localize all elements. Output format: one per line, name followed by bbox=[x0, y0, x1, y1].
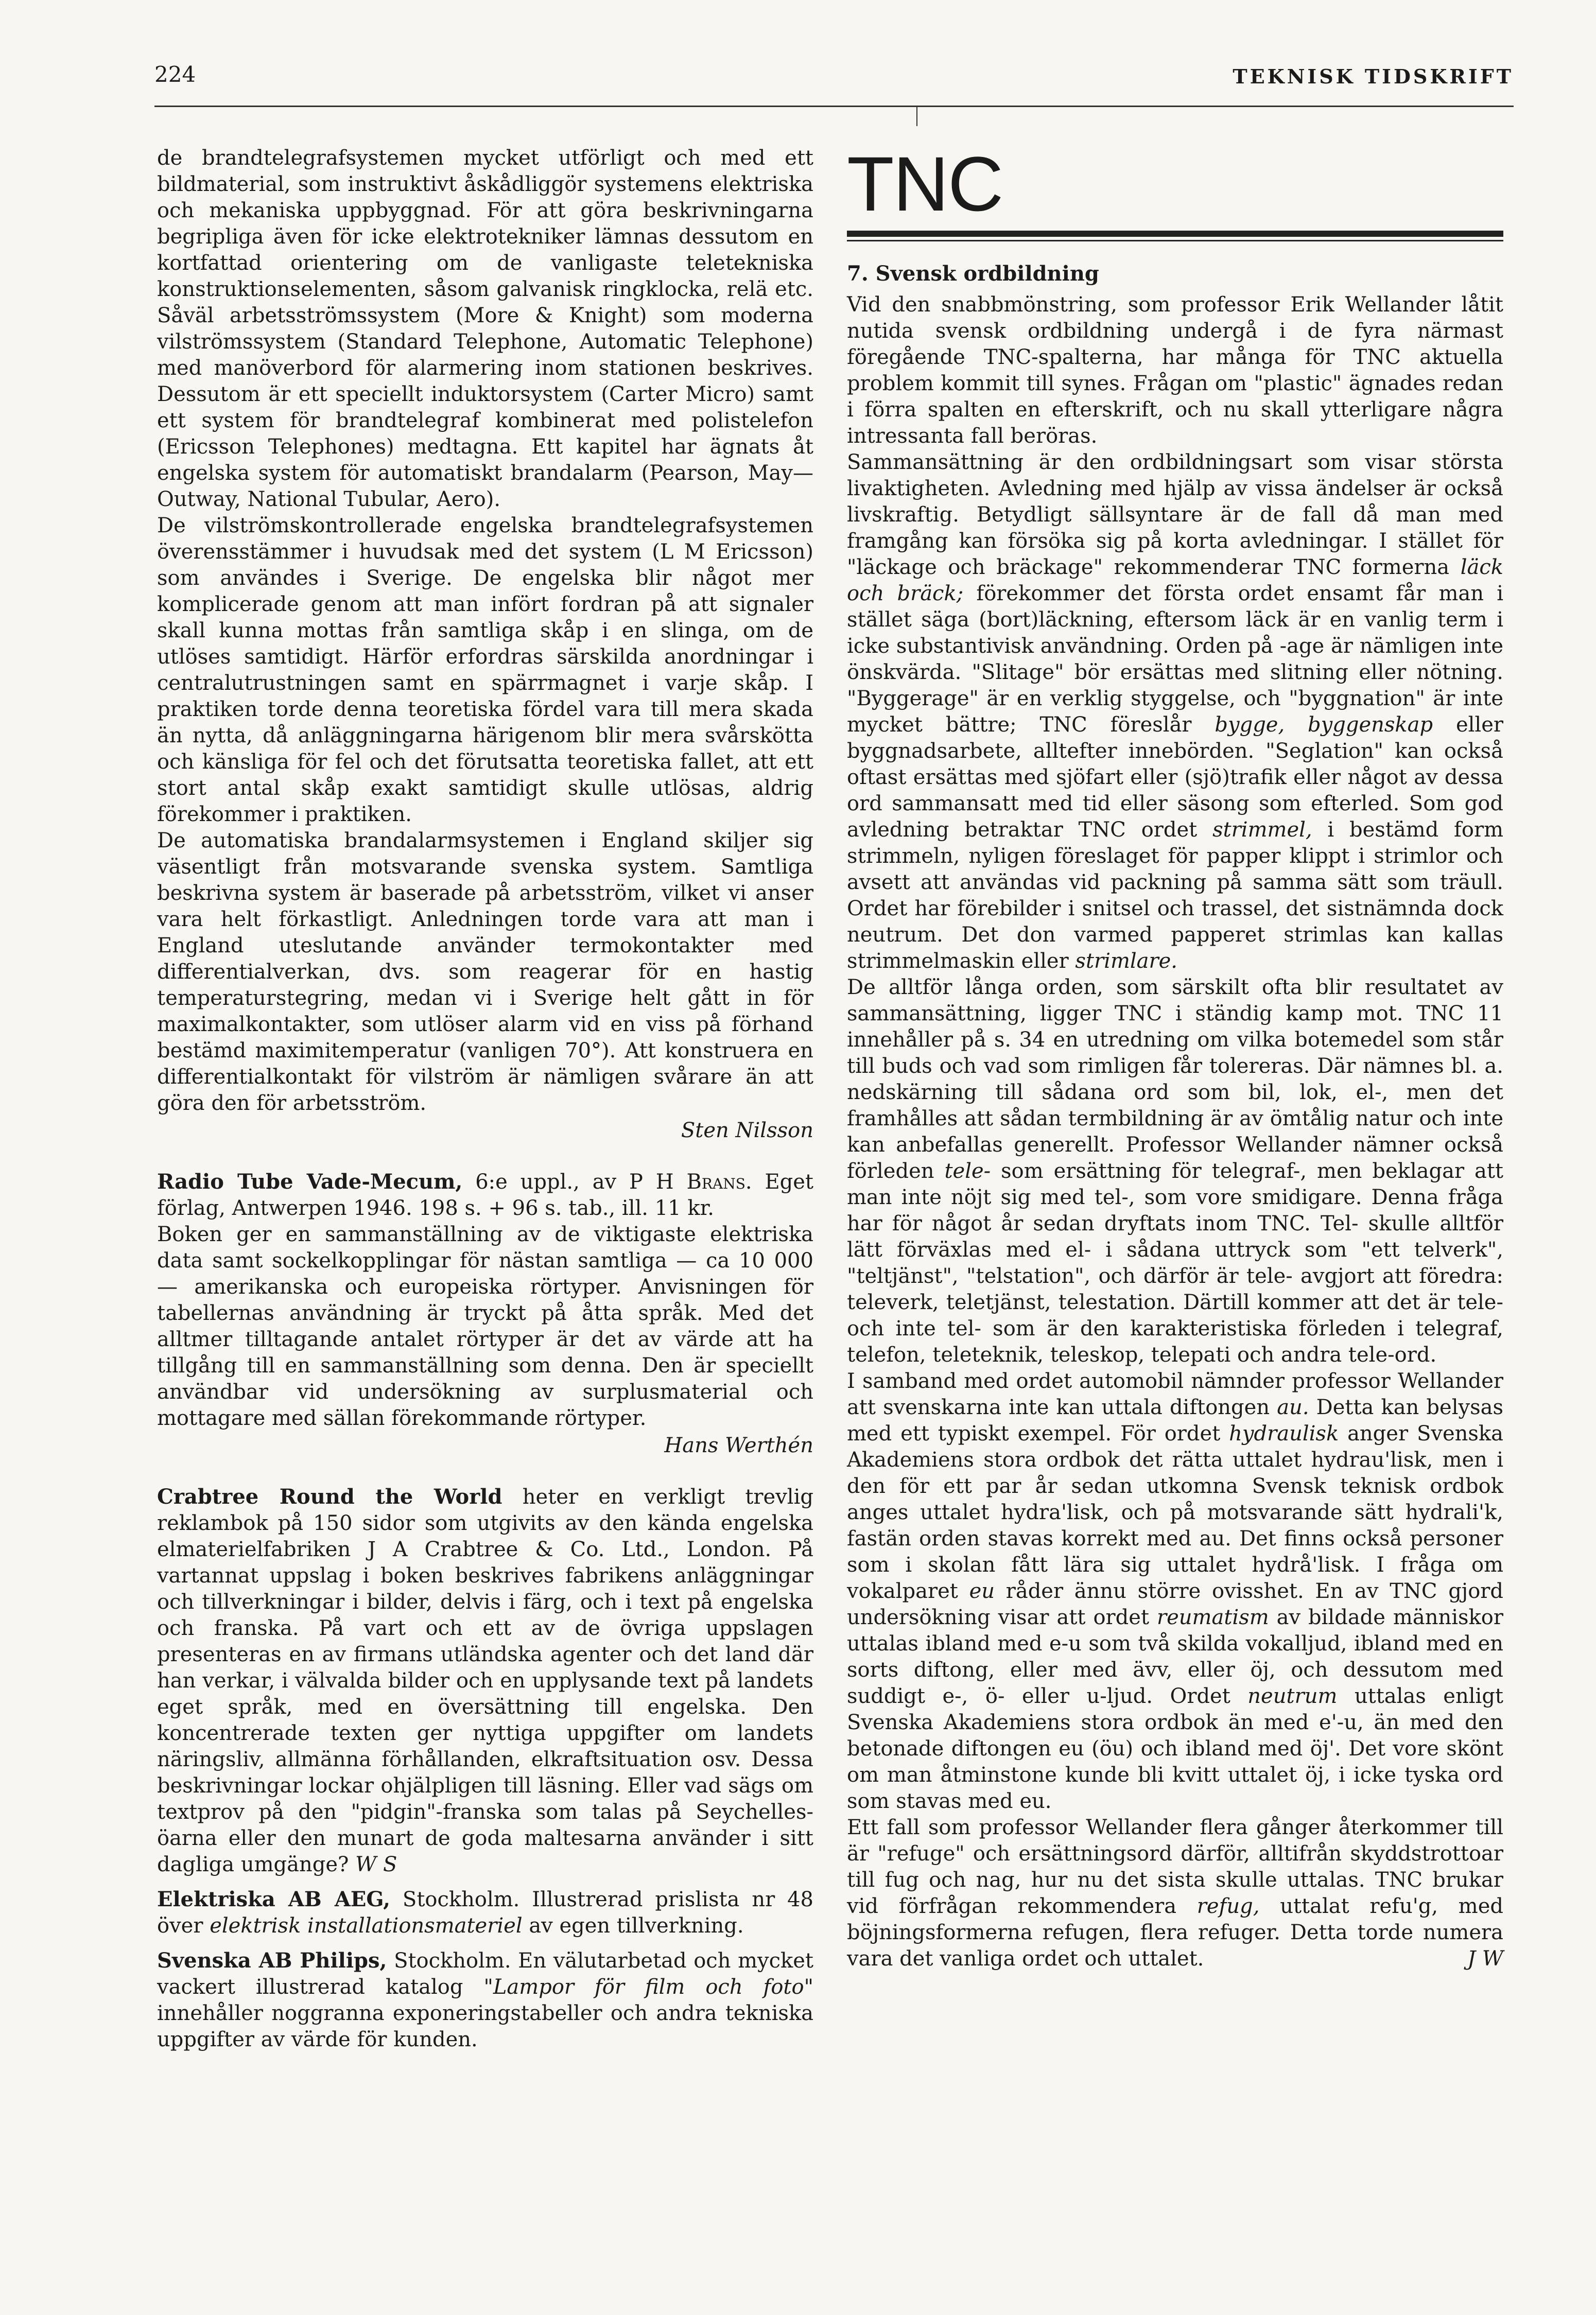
tnc-signature: J W bbox=[1467, 1947, 1503, 1971]
p4-em-5: neutrum bbox=[1247, 1684, 1338, 1708]
p2-em-1: läck och bräck; bbox=[847, 555, 1503, 605]
left-column bbox=[157, 145, 813, 2053]
p2-text-d: i bestämd form strimmeln, nyligen föreslaget för papper klippt i strimlor och avsett att användas vid packning på samma sätt som träull. Ordet har förebilder i snitsel och trassel, det sistnämnda dock neutrum. Det don varmed papperet strimlas kan kallas strimmelmaskin eller bbox=[847, 818, 1503, 973]
review4-text-a: Stockholm. Illustrerad prislista nr 48 över bbox=[157, 1888, 813, 1938]
review2-signature: Hans Werthén bbox=[664, 1434, 813, 1457]
review4-text-b: av egen tillverkning. bbox=[522, 1914, 744, 1938]
section-title: 7. Svensk ordbildning bbox=[847, 262, 1099, 286]
p4-em-1: au. bbox=[1277, 1396, 1309, 1419]
p5-em: refug, bbox=[1196, 1894, 1260, 1918]
p3-text-a: De alltför långa orden, som särskilt ofta blir resultatet av sammansättning, ligger TNC i ständig kamp mot. TNC 11 innehåller på s. 34 en utredning om vilka botemedel som står till buds och vad som rimligen får tolereras. Där nämnes bl. a. nedskärning till sådana ord som bil, lok, el-, men det framhålles att sådan termbildning är av ömtålig natur och inte kan anbefallas generellt. Professor Wellander nämner också förleden bbox=[847, 976, 1503, 1183]
review2-info-a: 6:e uppl., av P H bbox=[462, 1170, 687, 1194]
review2-author: Brans bbox=[686, 1170, 745, 1194]
p2-em-2: bygge, byggenskap bbox=[1215, 713, 1433, 737]
p3-em-1: tele- bbox=[944, 1159, 991, 1183]
tnc-thin-rule bbox=[847, 240, 1503, 241]
p4-em-4: reumatism bbox=[1157, 1606, 1269, 1629]
p4-text-a: I samband med ordet automobil nämnder professor Wellander att svenskarna inte kan uttala diftongen bbox=[847, 1369, 1503, 1419]
column-divider bbox=[916, 106, 917, 126]
review1-signature: Sten Nilsson bbox=[681, 1119, 813, 1142]
review4-em: elektrisk installationsmateriel bbox=[210, 1914, 523, 1938]
review5-text-a: Stockholm. En välutarbetad och mycket vackert illustrerad katalog bbox=[157, 1949, 813, 1999]
p2-em-4: strimlare. bbox=[1075, 949, 1178, 973]
review5-text-b: innehåller noggranna exponeringstabeller och andra tekniska uppgifter av värde för kunden. bbox=[157, 2001, 813, 2051]
p4-text-b: Detta kan belysas med ett typiskt exempel. För ordet bbox=[847, 1396, 1503, 1446]
p3-text-b: som ersättning för telegraf-, men beklagar att man inte nöjt sig med tel-, som vore smidigare. Denna fråga har för något år sedan dryftats inom TNC. Tel- skulle alltför lätt förväxlas med el- i sådana uttryck som "ett telverk", "teltjänst", "telstation", och därför är tele- avgjort att föredra: televerk, teletjänst, telestation. Därtill kommer att det är tele- och inte tel- som är den karakteristiska förleden i telegraf, telefon, teleteknik, teleskop, telepati och andra tele-ord. bbox=[847, 1159, 1503, 1367]
journal-title: TEKNISK TIDSKRIFT bbox=[1233, 65, 1514, 88]
tnc-thick-rule bbox=[847, 231, 1503, 237]
tnc-paragraph-1: Vid den snabbmönstring, som professor Erik Wellander låtit nutida svensk ordbildning undergå i de fyra närmast föregående TNC-spalterna, har många för TNC aktuella problem kommit till synes. Frågan om "plastic" ägnades redan i förra spalten en efterskrift, och nu skall ytterligare några intressanta fall beröras. bbox=[847, 293, 1503, 448]
review3-signature: W S bbox=[355, 1853, 397, 1876]
header-rule bbox=[154, 106, 1514, 107]
right-column bbox=[847, 141, 1504, 1972]
p4-text-d: råder ännu större ovisshet. En av TNC gjord undersökning visar att ordet bbox=[847, 1579, 1504, 1629]
page-header bbox=[154, 62, 1514, 103]
review2-title: Radio Tube Vade-Mecum, bbox=[157, 1170, 463, 1194]
review1-paragraph-1: de brandtelegrafsystemen mycket utförligt och med ett bildmaterial, som instruktivt åskådliggör systemens elektriska och mekaniska uppbyggnad. För att göra beskrivningarna begripliga även för icke elektrotekniker lämnas dessutom en kortfattad orientering om de vanligaste teletekniska konstruktionselementen, såsom galvanisk ringklocka, relä etc. Såväl arbetsströmssystem (More & Knight) som moderna vilströmssystem (Standard Telephone, Automatic Telephone) med manöverbord för alarmering inom stationen beskrives. Dessutom är ett speciellt induktorsystem (Carter Micro) samt ett system för brandtelegraf kombinerat med polistelefon (Ericsson Telephones) medtagna. Ett kapitel har ägnats åt engelska system för automatiskt brandalarm (Pearson, May—Outway, National Tubular, Aero). bbox=[157, 146, 813, 511]
review2-text: Boken ger en sammanställning av de viktigaste elektriska data samt sockelkopplingar för nästan samtliga — ca 10 000 — amerikanska och europeiska rörtyper. Anvisningen för tabellernas användning är tryckt på åtta språk. Med det alltmer tilltagande antalet rörtyper är det av värde att ha tillgång till en sammanställning som denna. Den är speciellt användbar vid undersökning av surplusmaterial och mottagare med sällan förekommande rörtyper. bbox=[157, 1223, 813, 1430]
review5-paragraph bbox=[157, 1947, 813, 2053]
review4-paragraph bbox=[157, 1886, 813, 1939]
review3-text: heter en verkligt trevlig reklambok på 150 sidor som utgivits av den kända engelska elmaterielfabriken J A Crabtree & Co. Ltd., London. På vartannat uppslag i boken beskrives fabrikens anläggningar och tillverkningar i bilder, delvis i färg, och i text på engelska och franska. På vart och ett av de övriga uppslagen presenteras en av firmans utländska agenter och det land där han verkar, i välvalda bilder och en upplysande text på landets eget språk, med en översättning till engelska. Den koncentrerade texten ger nyttiga uppgifter om landets näringsliv, allmänna förhållanden, elkraftsituation osv. Dessa beskrivningar lockar ohjälpligen till läsning. Eller vad sägs om textprov på den "pidgin"-franska som talas på Seychelles-öarna eller den munart de goda maltesarna använder i sitt dagliga umgänge? bbox=[157, 1485, 813, 1876]
p4-text-f: uttalas enligt Svenska Akademiens stora ordbok än med e'-u, än med den betonade diftongen eu (öu) och ibland med öj'. Det vore skönt om man åtminstone kunde bli kvitt uttalet öj, i icke tyska ord som stavas med eu. bbox=[847, 1684, 1503, 1813]
review3-title: Crabtree Round the World bbox=[157, 1485, 502, 1509]
tnc-paragraph-2 bbox=[847, 449, 1503, 974]
review1-paragraph-3: De automatiska brandalarmsystemen i England skiljer sig väsentligt från motsvarande svenska system. Samtliga beskrivna system är baserade på arbetsström, vilket vi anser vara helt förkastligt. Anledningen torde vara att man i England uteslutande använder termokontakter med differentialverkan, dvs. som reagerar för en hastig temperaturstegring, medan vi i Sverige helt gått in för maximalkontakter, som utlöser alarm vid en viss på förhand bestämd maximitemperatur (vanligen 70°). Att konstruera en differentialkontakt för vilström är nämligen svårare än att göra den för arbetsström. bbox=[157, 829, 813, 1115]
review5-em: "Lampor för film och foto" bbox=[483, 1975, 813, 1999]
tnc-paragraph-5 bbox=[847, 1815, 1503, 1972]
p5-text-a: Ett fall som professor Wellander flera gånger återkommer till är "refuge" och ersättningsord därför, alltifrån skyddstrottoar till fug och nag, hur nu det sista skulle uttalas. TNC brukar vid förfrågan rekommendera bbox=[847, 1816, 1503, 1918]
p2-text-a: Sammansättning är den ordbildningsart som visar största livaktigheten. Avledning med hjälp av vissa ändelser är också livskraftig. Betydligt sällsyntare är de fall då man med framgång kan försöka sig på korta avledningar. I stället för "läckage och bräckage" rekommenderar TNC formerna bbox=[847, 450, 1503, 579]
review2-info-b: . Eget förlag, Antwerpen 1946. 198 s. + 96 s. tab., ill. 11 kr. bbox=[157, 1170, 814, 1220]
p2-text-b: förekommer det första ordet ensamt får man i stället säga (bort)läckning, eftersom läck är en vanlig term i icke substantivisk användning. Orden på -age är nämligen inte önskvärda. "Slitage" bör ersättas med slitning eller nötning. "Byggerage" är en verklig styggelse, och "byggnation" är inte mycket bättre; TNC föreslår bbox=[847, 582, 1504, 737]
p4-text-c: anger Svenska Akademiens stora ordbok det rätta uttalet hydrau'lisk, men i den för ett par år sedan utkomna Svensk teknisk ordbok anges uttalet hydra'lisk, och på motsvarande sätt hydrali'k, fastän orden stavas korrekt med au. Det finns också personer som i skolan fått lära sig uttalet hydrå'lisk. I fråga om vokalparet bbox=[847, 1422, 1503, 1603]
tnc-paragraph-4 bbox=[847, 1368, 1503, 1815]
p4-em-3: eu bbox=[969, 1579, 995, 1603]
p4-em-2: hydraulisk bbox=[1229, 1422, 1339, 1446]
p5-text-b: uttalat refu'g, med böjningsformerna refugen, flera refuger. Detta torde numera vara det vanliga ordet och uttalet. bbox=[847, 1894, 1503, 1971]
review2-heading bbox=[157, 1169, 813, 1222]
review3-paragraph bbox=[157, 1484, 813, 1878]
p2-text-c: eller byggnadsarbete, alltefter innebörden. "Seglation" kan också oftast ersättas med sjöfart eller (sjö)trafik eller något av dessa ord sammansatt med tid eller säsong som efterled. Som god avledning betraktar TNC ordet bbox=[847, 713, 1503, 842]
p2-em-3: strimmel, bbox=[1212, 818, 1312, 842]
review5-title: Svenska AB Philips, bbox=[157, 1948, 387, 1973]
page-number: 224 bbox=[154, 62, 196, 87]
review1-paragraph-2: De vilströmskontrollerade engelska brandtelegrafsystemen överensstämmer i huvudsak med det system (L M Ericsson) som användes i Sverige. De engelska blir något mer komplicerade genom att man infört fordran på att signaler skall kunna mottas från samtliga skåp i en slinga, om de utlöses samtidigt. Härför erfordras särskilda anordningar i centralutrustningen samt en spärrmagnet i varje skåp. I praktiken torde denna teoretiska fördel vara till mera skada än nytta, då anläggningarna härigenom blir mera svårskötta och känsliga för fel och det förutsatta teoretiska fallet, att ett stort antal skåp exakt samtidigt skulle utlösas, aldrig förekommer i praktiken. bbox=[157, 514, 813, 826]
p4-text-e: av bildade människor uttalas ibland med e-u som två skilda vokalljud, ibland med en sorts diftong, eller med ävv, eller öj, och dessutom med suddigt e-, ö- eller u-ljud. Ordet bbox=[847, 1606, 1503, 1708]
tnc-column-title: TNC bbox=[847, 141, 1003, 227]
tnc-paragraph-3 bbox=[847, 974, 1503, 1368]
review4-title: Elektriska AB AEG, bbox=[157, 1887, 391, 1911]
